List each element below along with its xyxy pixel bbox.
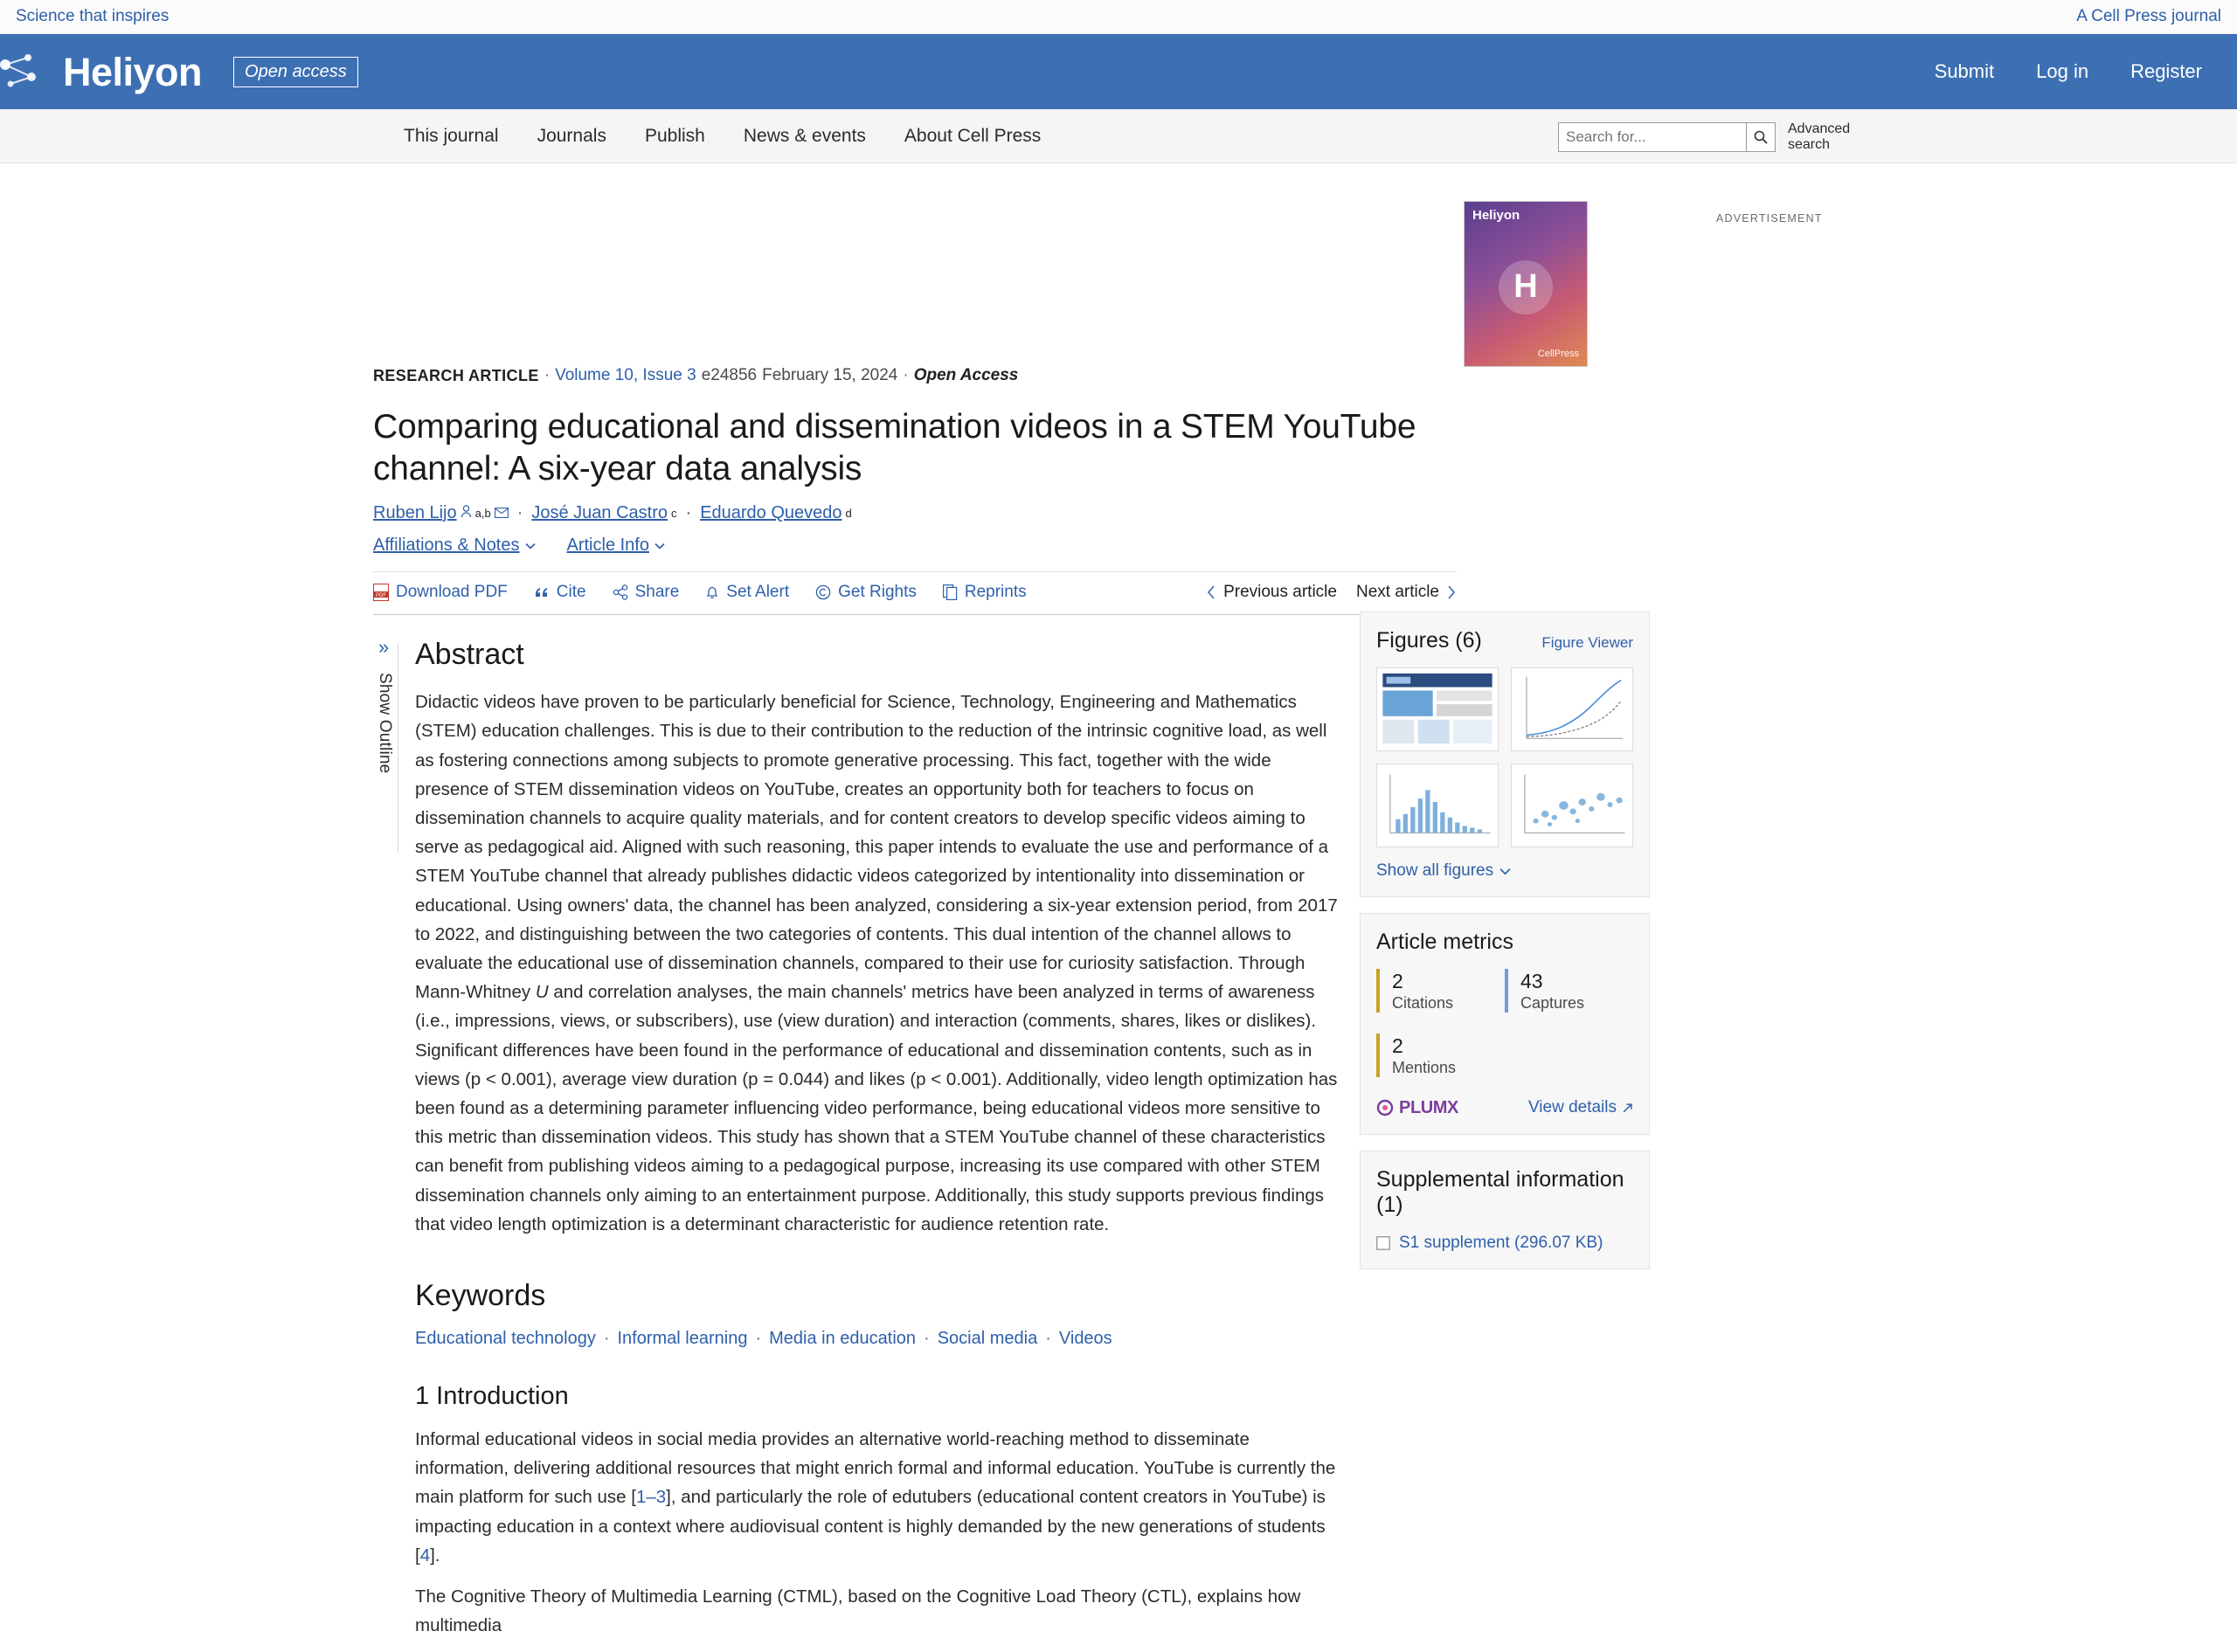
- article-column: [373, 366, 1457, 1652]
- previous-article-link[interactable]: [1206, 583, 1337, 602]
- author-affil-sup-2: c: [671, 507, 677, 521]
- view-details-label: View details: [1527, 1098, 1617, 1116]
- article-metrics-card: [1360, 913, 1650, 1135]
- heliyon-logo-icon: [0, 47, 47, 96]
- register-link[interactable]: Register: [2130, 60, 2202, 82]
- figure-viewer-link[interactable]: Figure Viewer: [1541, 634, 1633, 651]
- affiliations-notes-toggle[interactable]: [373, 536, 536, 556]
- metrics-row-1: [1376, 969, 1633, 1028]
- plumx-row: [1376, 1098, 1633, 1118]
- article-id: e24856: [701, 366, 758, 384]
- supplemental-item-label: S1 supplement (296.07 KB): [1399, 1233, 1603, 1252]
- intro-text-b: ], and particularly the role of edutubers (educational content creators in YouTube) is impacting education in a context where audiovisual content is highly demanded by the new generations of students [: [415, 1487, 1326, 1566]
- cover-journal-name: Heliyon: [1472, 208, 1520, 223]
- figure-thumbnail-2[interactable]: [1511, 667, 1633, 751]
- search-input[interactable]: [1558, 122, 1746, 152]
- top-utility-bar: [0, 0, 2237, 34]
- metrics-row-2: [1376, 1033, 1633, 1093]
- nav-items: [384, 126, 1060, 147]
- abstract-part-3: and correlation analyses, the main channels' metrics have been analyzed in terms of awareness (i.e., impressions, views, or subscribers), use (view duration) and interaction (comments, shares, likes or dislikes). Significant differences have been found in the performance of educational and dissemination contents, such as in views (p < 0.001), average view duration (p = 0.044) and likes (p < 0.001). Additionally, video length optimization has been found as a determining parameter influencing video performance, being educational videos more sensitive to this metric than dissemination videos. This study has shown that a STEM YouTube channel of these characteristics can benefit from publishing videos aiming to a pedagogical purpose, increasing its use compared with other STEM dissemination channels only aiming to an entertainment purpose. Additionally, this study supports previous findings that video length optimization is a determinant characteristic for audience retention rate.: [415, 982, 1338, 1234]
- cover-publisher: CellPress: [1537, 349, 1579, 359]
- cite-button[interactable]: [534, 583, 586, 602]
- reference-link-2[interactable]: 4: [419, 1545, 431, 1566]
- article-pagination: [1206, 583, 1457, 602]
- show-all-figures-label: Show all figures: [1376, 861, 1494, 880]
- brand[interactable]: [0, 47, 358, 96]
- set-alert-label: Set Alert: [726, 583, 790, 602]
- figures-card: [1360, 612, 1650, 897]
- show-all-figures-link[interactable]: [1376, 861, 1633, 881]
- header-links: [1935, 60, 2202, 83]
- expand-outline-icon[interactable]: »: [378, 636, 390, 659]
- plumx-label: PLUMX: [1399, 1097, 1459, 1117]
- get-rights-button[interactable]: [815, 583, 917, 602]
- get-rights-label: Get Rights: [838, 583, 917, 602]
- author-email-icon[interactable]: [495, 503, 509, 523]
- keyword-4[interactable]: Social media: [937, 1329, 1038, 1349]
- author-list: Ruben Lijo a,b · José Juan Castro c · Eduardo Quevedo d: [373, 503, 852, 523]
- chevron-down-icon: [654, 541, 665, 551]
- keyword-1[interactable]: Educational technology: [415, 1329, 596, 1349]
- article-meta-line: RESEARCH ARTICLE · Volume 10, Issue 3 e24856 February 15, 2024 · Open Access: [373, 366, 1019, 384]
- nav-item-news-events[interactable]: News & events: [743, 125, 866, 146]
- keyword-list: Educational technology · Informal learning · Media in education · Social media · Videos: [415, 1329, 1112, 1349]
- captures-label: Captures: [1520, 993, 1585, 1012]
- figure-thumbnail-1[interactable]: [1376, 667, 1499, 751]
- metric-captures: [1505, 969, 1633, 1013]
- article-main-text: [412, 638, 1338, 1652]
- article-body: [373, 638, 1457, 1652]
- metric-mentions: [1376, 1033, 1505, 1077]
- previous-article-label: Previous article: [1223, 583, 1337, 602]
- svg-text:PDF: PDF: [376, 593, 386, 599]
- submit-link[interactable]: Submit: [1934, 60, 1995, 82]
- introduction-paragraph-2: The Cognitive Theory of Multimedia Learning (CTML), based on the Cognitive Load Theory (CTL), explains how multimedia: [415, 1586, 1301, 1636]
- main-navigation: [0, 109, 2237, 163]
- author-name-3[interactable]: Eduardo Quevedo: [700, 503, 842, 523]
- checkbox-icon: [1376, 1236, 1390, 1250]
- supplemental-title: Supplemental information (1): [1376, 1166, 1624, 1217]
- pdf-icon: [373, 584, 389, 601]
- article-metrics-title: Article metrics: [1376, 930, 1513, 954]
- figures-card-title: Figures (6): [1376, 628, 1482, 653]
- reprints-button[interactable]: [943, 583, 1027, 602]
- site-header: [0, 34, 2237, 109]
- keywords-heading: Keywords: [415, 1279, 546, 1313]
- figures-card-header: [1376, 626, 1633, 667]
- open-access-badge: Open access: [233, 57, 358, 87]
- search-area: [1558, 121, 1851, 152]
- article-info-label: Article Info: [566, 536, 649, 556]
- search-button[interactable]: [1746, 122, 1776, 152]
- tagline-link[interactable]: Science that inspires: [16, 7, 170, 25]
- share-button[interactable]: [613, 583, 680, 602]
- copyright-icon: [815, 584, 831, 600]
- download-pdf-label: Download PDF: [396, 583, 508, 602]
- article-toolbar: [373, 571, 1457, 615]
- mentions-count: 2: [1392, 1033, 1403, 1057]
- keyword-5[interactable]: Videos: [1058, 1329, 1112, 1349]
- quote-icon: [534, 585, 550, 599]
- share-icon: [613, 584, 628, 600]
- author-profile-icon[interactable]: [461, 503, 472, 523]
- reprints-icon: [943, 584, 958, 600]
- figure-thumbnail-grid: [1376, 667, 1633, 847]
- author-name-2[interactable]: José Juan Castro: [531, 503, 668, 523]
- share-label: Share: [634, 583, 680, 602]
- keyword-3[interactable]: Media in education: [769, 1329, 917, 1349]
- author-name-1[interactable]: Ruben Lijo: [373, 503, 457, 523]
- affiliations-notes-label: Affiliations & Notes: [373, 536, 520, 556]
- view-details-link[interactable]: [1528, 1098, 1633, 1117]
- supplemental-information-card: [1360, 1151, 1650, 1269]
- author-affil-sup-1: a,b: [474, 507, 491, 521]
- outline-rail[interactable]: [373, 638, 412, 1652]
- search-icon: [1753, 129, 1769, 145]
- reprints-label: Reprints: [964, 583, 1027, 602]
- figure-thumbnail-4[interactable]: [1511, 764, 1633, 847]
- citations-count: 2: [1392, 970, 1403, 992]
- next-article-link[interactable]: [1356, 583, 1457, 602]
- advanced-search-link[interactable]: Advanced search: [1788, 121, 1851, 152]
- login-link[interactable]: Log in: [2036, 60, 2089, 82]
- advertisement-label: ADVERTISEMENT: [1716, 212, 1823, 225]
- plumx-icon: [1376, 1099, 1394, 1116]
- plumx-logo: [1376, 1098, 1458, 1118]
- supplemental-item[interactable]: [1376, 1234, 1633, 1253]
- mentions-label: Mentions: [1392, 1058, 1457, 1076]
- set-alert-button[interactable]: [705, 583, 789, 602]
- next-article-label: Next article: [1355, 583, 1439, 602]
- chevron-right-icon: [1446, 585, 1457, 599]
- brand-name: Heliyon: [63, 49, 203, 94]
- chevron-down-icon: [1499, 866, 1511, 877]
- cite-label: Cite: [556, 583, 586, 602]
- abstract-heading: Abstract: [415, 638, 524, 672]
- cell-press-journal-link[interactable]: A Cell Press journal: [2076, 7, 2221, 25]
- article-sidebar: [1360, 612, 1650, 1285]
- nav-item-publish[interactable]: Publish: [644, 125, 705, 146]
- bell-icon: [705, 584, 719, 600]
- access-status: Open Access: [913, 366, 1019, 384]
- article-type: RESEARCH ARTICLE: [373, 366, 539, 384]
- reference-link-1[interactable]: 1–3: [635, 1487, 667, 1508]
- download-pdf-button[interactable]: [373, 583, 508, 602]
- abstract-part-2: U: [535, 982, 549, 1003]
- volume-issue-link[interactable]: Volume 10, Issue 3: [555, 366, 696, 384]
- journal-cover-image[interactable]: [1464, 201, 1588, 367]
- article-date: February 15, 2024: [762, 366, 898, 384]
- nav-item-journals[interactable]: Journals: [537, 125, 606, 146]
- figure-thumbnail-3[interactable]: [1376, 764, 1499, 847]
- introduction-paragraph-1: [415, 1425, 1338, 1570]
- chevron-down-icon: [525, 541, 536, 551]
- captures-count: 43: [1520, 970, 1543, 992]
- nav-item-this-journal[interactable]: This journal: [404, 125, 499, 146]
- abstract-part-1: Didactic videos have proven to be particularly beneficial for Science, Technology, Engineering and Mathematics (STEM) education challenges. This is due to their contribution to the reduction of the intrinsic cognitive load, as well as fostering connections among subjects to promote generative processing. This fact, together with the wide presence of STEM dissemination videos on YouTube, creates an opportunity both for teachers to focus on dissemination channels to acquire quality materials, and for content creators to develop specific videos aiming to serve as pedagogical aid. Aligned with such reasoning, this paper intends to evaluate the use and performance of a STEM YouTube channel that already publishes didactic videos categorized by intentionality into dissemination or educational. Using owners' data, the channel has been analyzed, considering a six-year extension period, from 2017 to 2022, and distinguishing between the two categories of contents. This dual intention of the channel allows to evaluate the educational use of dissemination channels, compared to their use for curiosity satisfaction. Through Mann-Whitney: [415, 692, 1338, 1003]
- introduction-heading: 1 Introduction: [415, 1382, 569, 1411]
- disclosure-toggles: [373, 536, 1457, 556]
- nav-item-about-cell-press[interactable]: About Cell Press: [904, 125, 1042, 146]
- cover-mark: H: [1499, 260, 1553, 315]
- author-affil-sup-3: d: [845, 507, 852, 521]
- citations-label: Citations: [1392, 993, 1454, 1012]
- external-link-icon: [1622, 1102, 1633, 1114]
- keyword-2[interactable]: Informal learning: [617, 1329, 748, 1349]
- abstract-paragraph: [415, 688, 1338, 1239]
- article-info-toggle[interactable]: [567, 536, 665, 556]
- metric-citations: [1376, 969, 1505, 1013]
- intro-text-c: ].: [430, 1545, 440, 1566]
- page-title: Comparing educational and dissemination videos in a STEM YouTube channel: A six-year data analysis: [373, 408, 1416, 487]
- chevron-left-icon: [1206, 585, 1216, 599]
- intro-text-a: Informal educational videos in social media provides an alternative world-reaching method to disseminate information, delivering additional resources that might enrich formal and informal education. YouTube is currently the main platform for such use [: [415, 1429, 1336, 1508]
- show-outline-label[interactable]: Show Outline: [376, 673, 394, 774]
